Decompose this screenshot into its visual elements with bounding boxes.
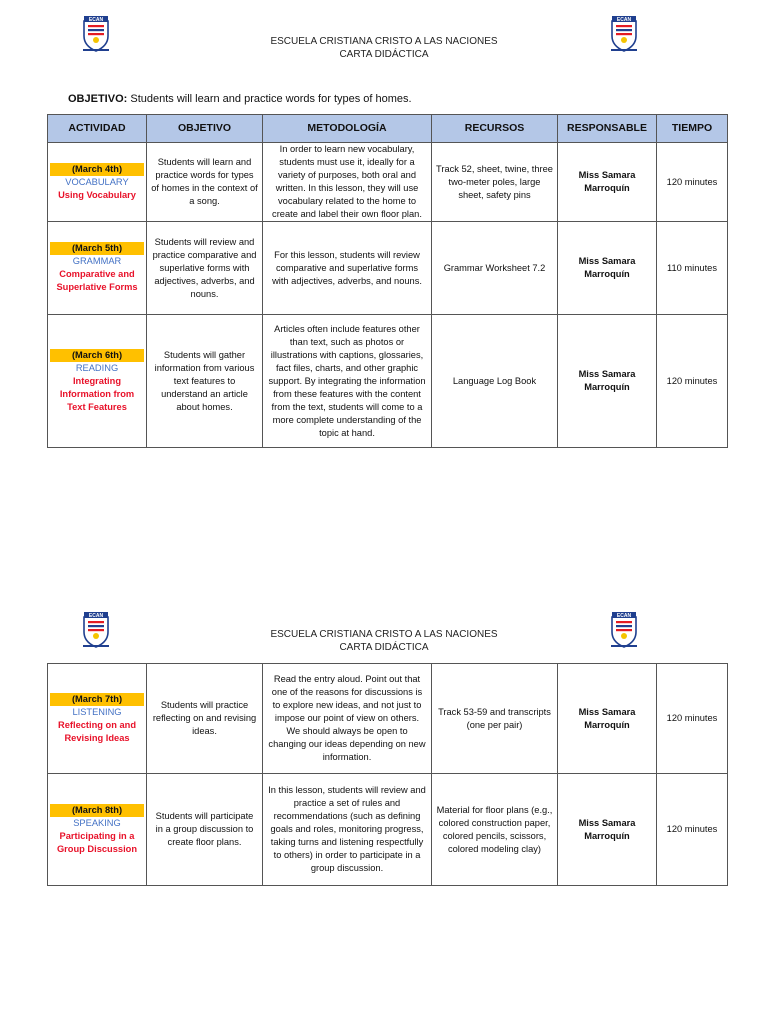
activity-skill: VOCABULARY: [65, 176, 129, 187]
objective-text: Students will learn and practice words for types of homes.: [127, 93, 412, 105]
column-header-actividad: ACTIVIDAD: [48, 115, 147, 143]
activity-cell: [48, 774, 147, 886]
activity-skill: LISTENING: [72, 706, 122, 717]
activity-skill: SPEAKING: [73, 817, 121, 828]
responsible-cell: Miss Samara Marroquín: [558, 143, 657, 222]
responsible-cell: Miss Samara Marroquín: [558, 315, 657, 448]
lesson-plan-table: [47, 663, 728, 886]
activity-date: (March 8th): [50, 804, 144, 817]
school-name: ESCUELA CRISTIANA CRISTO A LAS NACIONES: [270, 629, 498, 640]
activity-cell: [48, 664, 147, 774]
resources-cell: Language Log Book: [432, 315, 558, 448]
activity-cell: [48, 143, 147, 222]
crest-text: ECAN: [88, 612, 104, 619]
activity-topic: Integrating Information from Text Features: [59, 375, 135, 412]
crest-text: ECAN: [88, 16, 104, 23]
responsible-cell: Miss Samara Marroquín: [558, 222, 657, 315]
table-row: [48, 143, 728, 222]
table-header-row: [48, 115, 728, 143]
activity-date: (March 5th): [50, 242, 144, 255]
column-header-metodologia: METODOLOGÍA: [263, 115, 432, 143]
methodology-cell: In order to learn new vocabulary, students must use it, ideally for a variety of purposes, both oral and written. In this lesson, they will use vocabulary related to the home to create and label their own floor plan.: [263, 143, 432, 222]
resources-cell: Track 53-59 and transcripts (one per pair): [432, 664, 558, 774]
responsible-cell: Miss Samara Marroquín: [558, 774, 657, 886]
column-header-responsable: RESPONSABLE: [558, 115, 657, 143]
column-header-recursos: RECURSOS: [432, 115, 558, 143]
activity-date: (March 7th): [50, 693, 144, 706]
methodology-cell: Read the entry aloud. Point out that one of the reasons for discussions is to explore new ideas, and not just to impose our point of view on others. We should always be open to changing our ideas depending on new information.: [263, 664, 432, 774]
activity-skill: READING: [75, 362, 119, 373]
activity-cell: [48, 222, 147, 315]
table-row: [48, 774, 728, 886]
methodology-cell: Articles often include features other than text, such as photos or illustrations with captions, glossaries, fact files, charts, and other graphic support. By integrating the information from these features with the content from the text, students will come to a more complete understanding of the topic at hand.: [263, 315, 432, 448]
general-objective: [68, 93, 412, 105]
objective-cell: Students will learn and practice words for types of homes in the context of a song.: [147, 143, 263, 222]
column-header-objetivo: OBJETIVO: [147, 115, 263, 143]
methodology-cell: In this lesson, students will review and practice a set of rules and recommendations (such as defining goals and roles, monitoring progress, taking turns and listening respectfully to others) in order to participate in a group discussion.: [263, 774, 432, 886]
document-type: CARTA DIDÁCTICA: [339, 642, 429, 653]
activity-cell: [48, 315, 147, 448]
activity-topic: Reflecting on and Revising Ideas: [58, 719, 136, 743]
table-row: [48, 222, 728, 315]
time-cell: 120 minutes: [657, 664, 728, 774]
objective-cell: Students will participate in a group discussion to create floor plans.: [147, 774, 263, 886]
activity-skill: GRAMMAR: [72, 256, 122, 266]
activity-date: (March 4th): [50, 163, 144, 176]
resources-cell: Track 52, sheet, twine, three two-meter poles, large sheet, safety pins: [432, 143, 558, 222]
time-cell: 120 minutes: [657, 315, 728, 448]
methodology-cell: For this lesson, students will review comparative and superlative forms with adjectives, adverbs, and nouns.: [263, 222, 432, 315]
activity-topic: Using Vocabulary: [58, 189, 136, 200]
crest-text: ECAN: [616, 16, 632, 23]
activity-topic: Comparative and Superlative Forms: [56, 269, 138, 292]
column-header-tiempo: TIEMPO: [657, 115, 728, 143]
resources-cell: Grammar Worksheet 7.2: [432, 222, 558, 315]
time-cell: 120 minutes: [657, 774, 728, 886]
objective-cell: Students will gather information from various text features to understand an article about homes.: [147, 315, 263, 448]
document-page-2: [0, 600, 768, 1024]
lesson-plan-table: [47, 114, 728, 448]
resources-cell: Material for floor plans (e.g., colored construction paper, colored pencils, scissors, colored modeling clay): [432, 774, 558, 886]
activity-date: (March 6th): [50, 349, 144, 362]
table-row: [48, 315, 728, 448]
document-header: [0, 628, 768, 654]
school-name: ESCUELA CRISTIANA CRISTO A LAS NACIONES: [270, 36, 498, 47]
activity-topic: Participating in a Group Discussion: [56, 830, 138, 854]
crest-text: ECAN: [616, 612, 632, 619]
responsible-cell: Miss Samara Marroquín: [558, 664, 657, 774]
document-header: [0, 35, 768, 61]
time-cell: 120 minutes: [657, 143, 728, 222]
objective-cell: Students will review and practice comparative and superlative forms with adjectives, adverbs, and nouns.: [147, 222, 263, 315]
document-type: CARTA DIDÁCTICA: [339, 49, 429, 60]
time-cell: 110 minutes: [657, 222, 728, 315]
table-row: [48, 664, 728, 774]
objective-cell: Students will practice reflecting on and revising ideas.: [147, 664, 263, 774]
objective-label: OBJETIVO:: [68, 93, 128, 105]
